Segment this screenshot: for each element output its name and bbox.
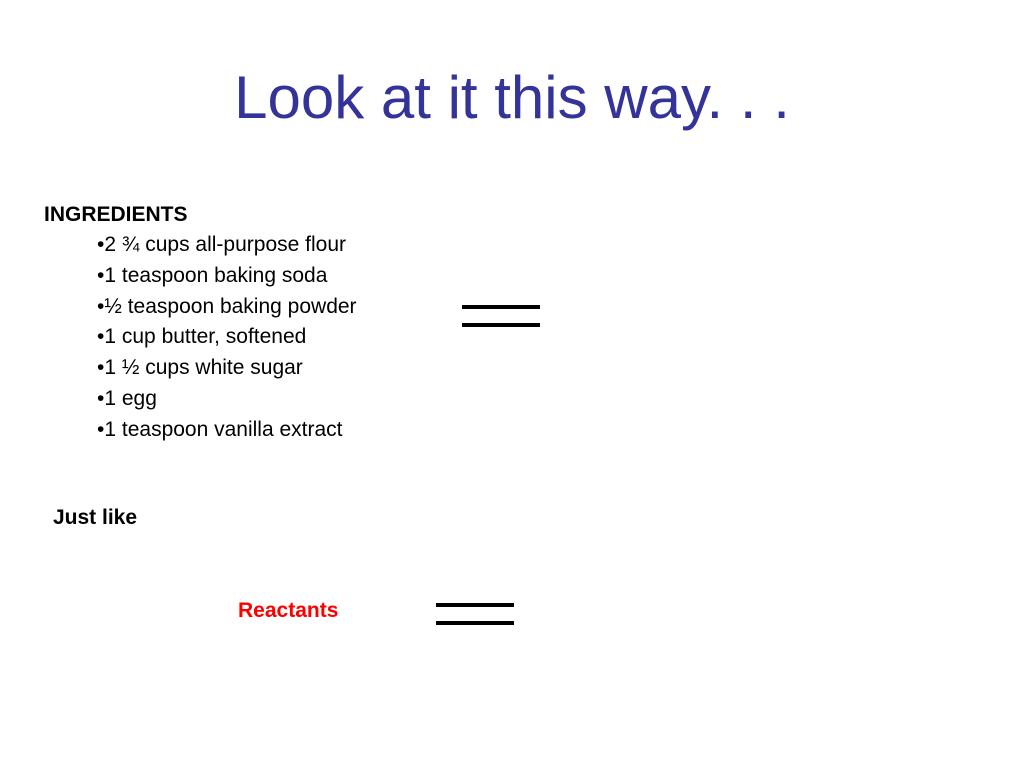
ingredients-heading: INGREDIENTS	[44, 203, 188, 226]
just-like-label: Just like	[53, 506, 138, 529]
ingredient-item: • 1 teaspoon vanilla extract	[97, 415, 357, 446]
equals-sign-icon	[436, 603, 514, 625]
ingredient-item: • ½ teaspoon baking powder	[97, 292, 357, 323]
ingredient-list	[97, 230, 357, 446]
equals-bar-top	[462, 305, 540, 309]
ingredient-item: • 1 ½ cups white sugar	[97, 353, 357, 384]
ingredient-item: • 1 egg	[97, 384, 357, 415]
ingredient-item: • 1 cup butter, softened	[97, 322, 357, 353]
equals-bar-bottom	[436, 621, 514, 625]
ingredient-item: • 1 teaspoon baking soda	[97, 261, 357, 292]
equals-bar-top	[436, 603, 514, 607]
reactants-label: Reactants	[238, 599, 339, 622]
equals-sign-icon	[462, 305, 540, 327]
ingredient-item: • 2 ¾ cups all-purpose flour	[97, 230, 357, 261]
equals-bar-bottom	[462, 323, 540, 327]
slide-title: Look at it this way. . .	[234, 64, 790, 131]
